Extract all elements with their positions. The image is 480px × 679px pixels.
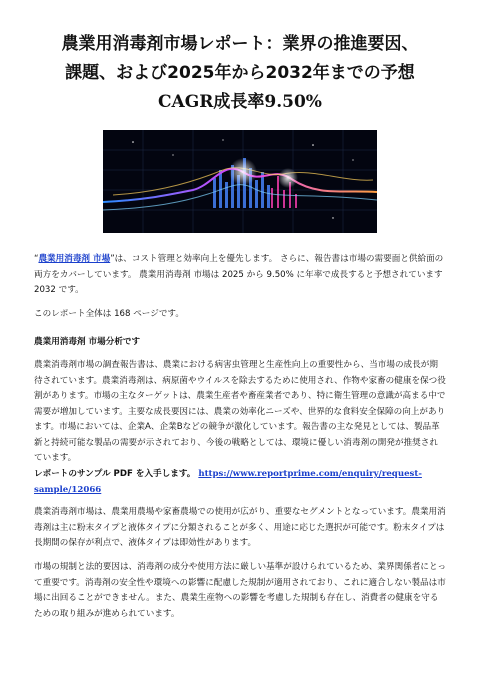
intro-paragraph <box>34 252 446 299</box>
page-title <box>30 30 450 117</box>
sample-url-link[interactable]: https://www.reportprime.com/enquiry/request-sample/12066 <box>34 469 422 495</box>
section-heading: 農業用消毒剤 市場分析です <box>34 337 141 347</box>
sample-label: レポートのサンプル PDF を入手します。 <box>34 469 196 479</box>
sample-request <box>34 467 446 498</box>
title-line-3: CAGR成長率9.50% <box>158 92 322 112</box>
market-link[interactable]: 農業用消毒剤 市場 <box>38 254 111 264</box>
usage-paragraph: 農業消毒剤市場は、農業用農場や家畜農場での使用が広がり、重要なセグメントとなっています。農業用消毒剤は主に粉末タイプと液体タイプに分類されることが多く、用途に応じた選択が可能です。粉末タイプは長期間の保存が利点で、液体タイプは即効性があります。 <box>34 507 446 548</box>
title-line-1: 農業用消毒剤市場レポート：業界の推進要因、 <box>61 34 419 54</box>
analysis-paragraph: 農業消毒剤市場の調査報告書は、農業における病害虫管理と生産性向上の重要性から、当市場の成長が期待されています。農業消毒剤は、病原菌やウイルスを除去するために使用され、作物や家畜の健康を保つ役割があります。市場の主なターゲットは、農業生産者や畜産業者であり、特に衛生管理の意識が高まる中で需要が増加しています。主要な成長要因には、農業の効率化ニーズや、世界的な食料安全保障の向上があります。市場においては、企業A、企業Bなどの競争が激化しています。報告書の主な発見としては、製品革新と持続可能な製品の需要が示されており、今後の戦略としては、環境に優しい消毒剤の開発が推奨されています。 <box>34 360 446 463</box>
title-line-2: 課題、および2025年から2032年までの予想 <box>65 63 415 83</box>
regulation-paragraph: 市場の規制と法的要因は、消毒剤の成分や使用方法に厳しい基準が設けられているため、業界関係者にとって重要です。消毒剤の安全性や環境への影響に配慮した規制が適用されており、これに適合しない製品は市場に出回ることができません。また、農業生産物への影響を考慮した規制も存在し、消費者の健康を守るための取り組みが進められています。 <box>34 562 446 619</box>
quote-open: “ <box>34 254 39 264</box>
page-count-text: このレポート全体は 168 ページです。 <box>34 309 184 319</box>
hero-banner-image <box>103 130 377 233</box>
intro-text: ”は、コスト管理と効率向上を優先します。 さらに、報告書は市場の需要面と供給面の両方をカバーしています。 農業用消毒剤 市場は 2025 から 9.50% に年率で成長すると予想されています2032 です。 <box>34 254 444 295</box>
